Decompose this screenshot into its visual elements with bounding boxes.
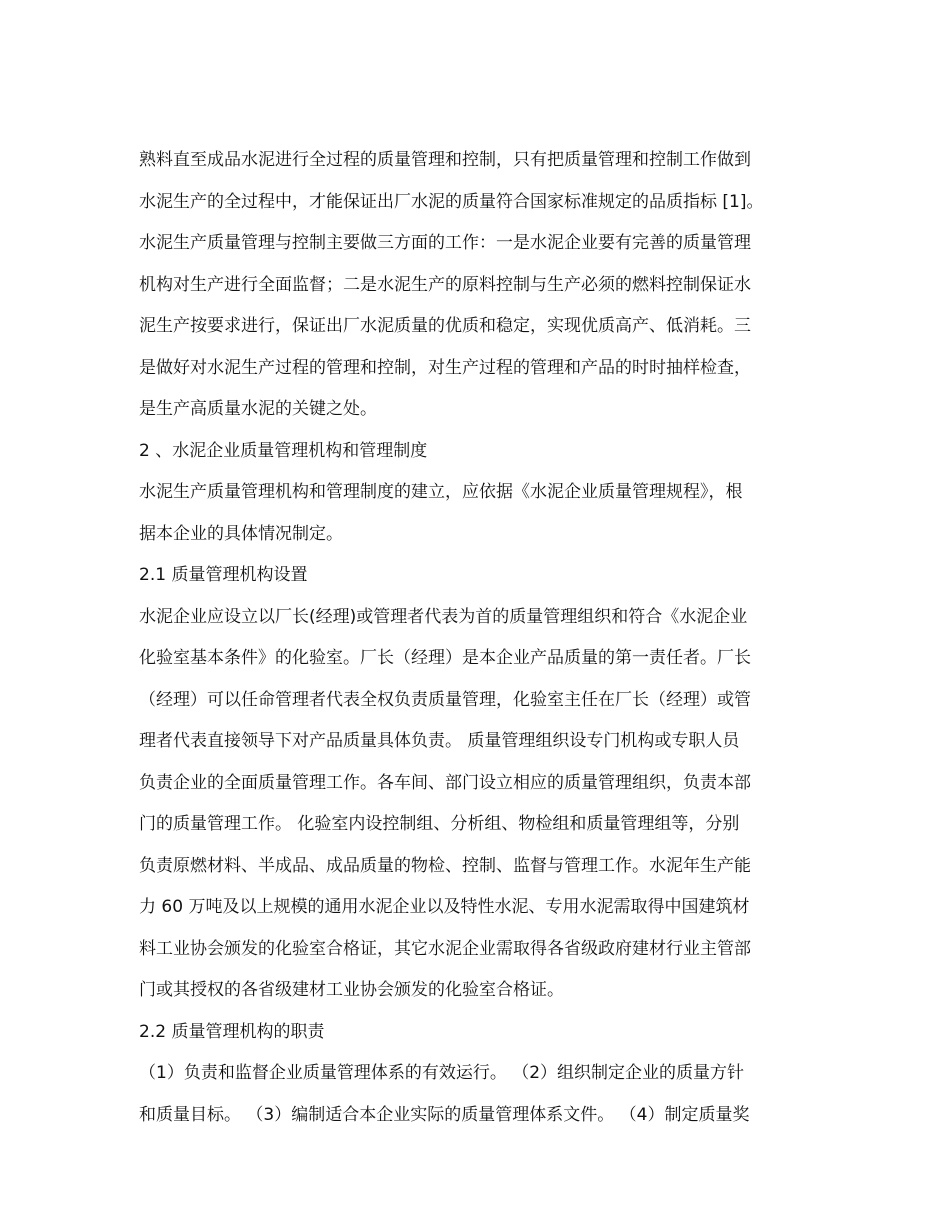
text-line: 理者代表直接领导下对产品质量具体负责。 质量管理组织设专门机构或专职人员 <box>139 731 740 751</box>
text-line: 水泥生产质量管理与控制主要做三方面的工作：一是水泥企业要有完善的质量管理 <box>139 233 751 253</box>
text-line: 是做好对水泥生产过程的管理和控制，对生产过程的管理和产品的时时抽样检查， <box>139 357 751 378</box>
text-line: 水泥生产的全过程中，才能保证出厂水泥的质量符合国家标准规定的品质指标 [1]。 <box>139 191 764 212</box>
text-line: 料工业协会颁发的化验室合格证，其它水泥企业需取得各省级政府建材行业主管部 <box>139 938 751 959</box>
text-line: 据本企业的具体情况制定。 <box>139 523 343 544</box>
text-line: 熟料直至成品水泥进行全过程的质量管理和控制，只有把质量管理和控制工作做到 <box>139 150 751 170</box>
text-line: 负责原燃材料、半成品、成品质量的物检、控制、监督与管理工作。水泥年生产能 <box>139 855 751 876</box>
text-line: 水泥企业应设立以厂长(经理)或管理者代表为首的质量管理组织和符合《水泥企业 <box>139 606 748 627</box>
text-line: 泥生产按要求进行，保证出厂水泥质量的优质和稳定，实现优质高产、低消耗。三 <box>139 316 751 336</box>
subsection-heading: 2.2 质量管理机构的职责 <box>139 1021 325 1042</box>
document-body <box>139 148 829 1144</box>
section-heading: 2 、水泥企业质量管理机构和管理制度 <box>139 440 428 461</box>
text-line: 是生产高质量水泥的关键之处。 <box>139 399 377 419</box>
text-line: 门或其授权的各省级建材工业协会颁发的化验室合格证。 <box>139 980 564 1000</box>
subsection-heading: 2.1 质量管理机构设置 <box>139 565 308 585</box>
text-line: （1）负责和监督企业质量管理体系的有效运行。 （2）组织制定企业的质量方针 <box>139 1063 745 1083</box>
text-line: 负责企业的全面质量管理工作。各车间、部门设立相应的质量管理组织，负责本部 <box>139 772 751 793</box>
text-line: 机构对生产进行全面监督；二是水泥生产的原料控制与生产必须的燃料控制保证水 <box>139 274 751 295</box>
text-line: （经理）可以任命管理者代表全权负责质量管理，化验室主任在厂长（经理）或管 <box>139 689 751 710</box>
text-line: 力 60 万吨及以上规模的通用水泥企业以及特性水泥、专用水泥需取得中国建筑材 <box>139 897 750 917</box>
text-line: 化验室基本条件》的化验室。厂长（经理）是本企业产品质量的第一责任者。厂长 <box>139 648 751 668</box>
text-line: 和质量目标。 （3）编制适合本企业实际的质量管理体系文件。 （4）制定质量奖 <box>139 1104 750 1125</box>
text-line: 水泥生产质量管理机构和管理制度的建立，应依据《水泥企业质量管理规程》，根 <box>139 482 743 502</box>
text-line: 门的质量管理工作。 化验室内设控制组、分析组、物检组和质量管理组等，分别 <box>139 814 740 834</box>
